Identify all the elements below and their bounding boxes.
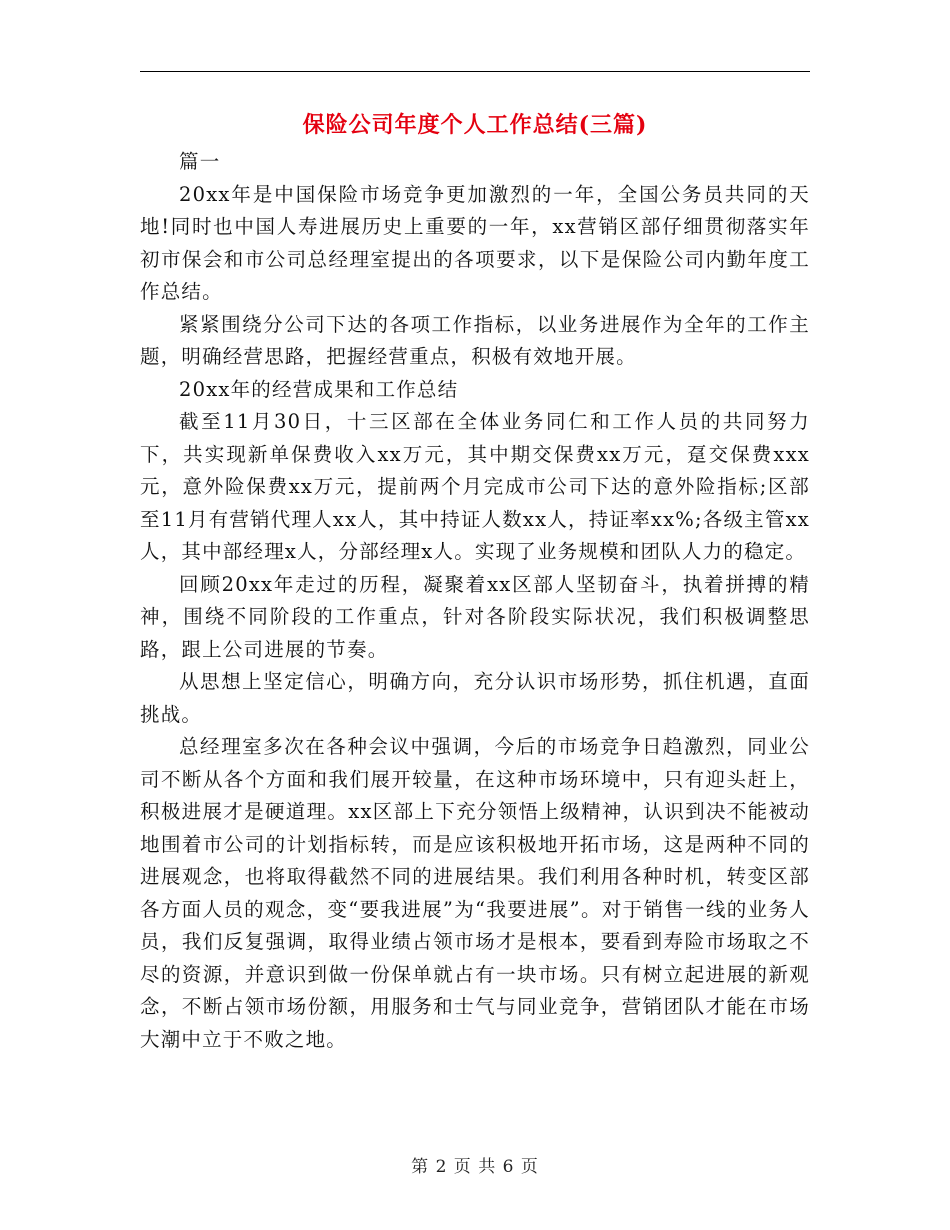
paragraph: 从思想上坚定信心，明确方向，充分认识市场形势，抓住机遇，直面挑战。 [140, 670, 810, 726]
page-number: 第 2 页 共 6 页 [411, 1157, 539, 1177]
paragraph: 20xx年是中国保险市场竞争更加激烈的一年，全国公务员共同的天地!同时也中国人寿进展历史上重要的一年，xx营销区部仔细贯彻落实年初市保会和市公司总经理室提出的各项要求，以下是保险公司内勤年度工作总结。 [140, 182, 810, 303]
paragraph: 总经理室多次在各种会议中强调，今后的市场竞争日趋激烈，同业公司不断从各个方面和我们展开较量，在这种市场环境中，只有迎头赶上，积极进展才是硬道理。xx区部上下充分领悟上级精神，认识到决不能被动地围着市公司的计划指标转，而是应该积极地开拓市场，这是两种不同的进展观念，也将取得截然不同的进展结果。我们利用各种时机，转变区部各方面人员的观念，变“要我进展”为“我要进展”。对于销售一线的业务人员，我们反复强调，取得业绩占领市场才是根本，要看到寿险市场取之不尽的资源，并意识到做一份保单就占有一块市场。只有树立起进展的新观念，不断占领市场份额，用服务和士气与同业竞争，营销团队才能在市场大潮中立于不败之地。 [140, 735, 810, 1051]
section-heading: 篇一 [179, 150, 221, 173]
paragraph: 回顾20xx年走过的历程，凝聚着xx区部人坚韧奋斗，执着拼搏的精神，围绕不同阶段的工作重点，针对各阶段实际状况，我们积极调整思路，跟上公司进展的节奏。 [140, 572, 810, 661]
paragraph: 紧紧围绕分公司下达的各项工作指标，以业务进展作为全年的工作主题，明确经营思路，把握经营重点，积极有效地开展。 [140, 312, 810, 368]
subheading: 20xx年的经营成果和工作总结 [179, 377, 459, 401]
header-rule [140, 71, 810, 72]
paragraph: 截至11月30日，十三区部在全体业务同仁和工作人员的共同努力下，共实现新单保费收入xx万元，其中期交保费xx万元，趸交保费xxx元，意外险保费xx万元，提前两个月完成市公司下达的意外险指标;区部至11月有营销代理人xx人，其中持证人数xx人，持证率xx%;各级主管xx人，其中部经理x人，分部经理x人。实现了业务规模和团队人力的稳定。 [140, 410, 810, 563]
document-title: 保险公司年度个人工作总结(三篇) [302, 112, 648, 138]
document-body [140, 146, 810, 1056]
